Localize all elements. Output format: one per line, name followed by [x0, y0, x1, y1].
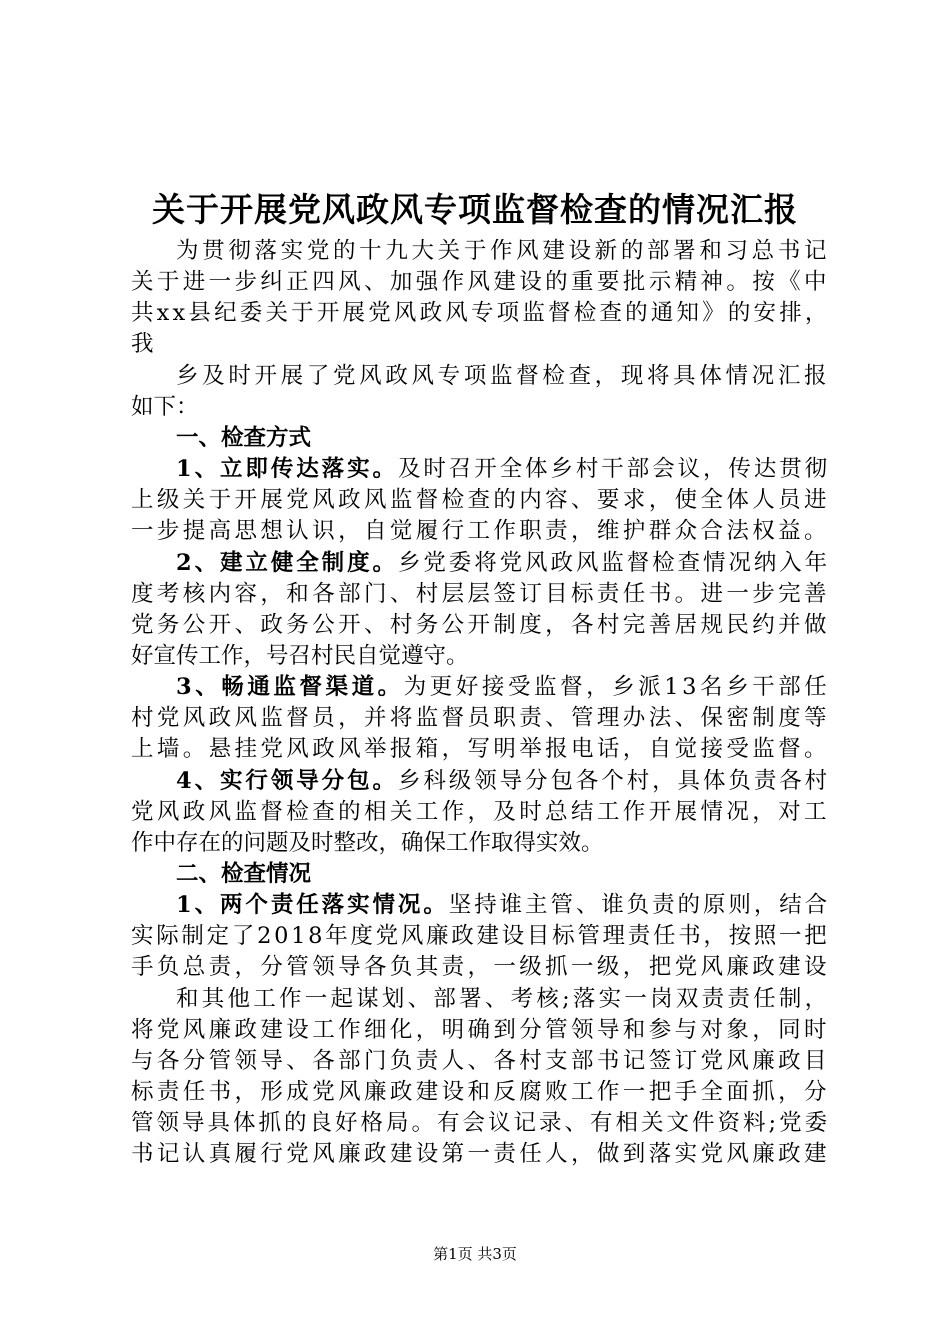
line-text: 将党风廉政建设工作细化，明确到分管领导和参与对象，同时	[131, 1016, 830, 1043]
bold-heading: 1、两个责任落实情况。	[176, 892, 449, 919]
body-line	[131, 611, 830, 639]
line-text: 我	[131, 331, 154, 358]
line-text: 实际制定了2018年度党风廉政建设目标管理责任书，按照一把	[131, 923, 830, 950]
line-text: 度考核内容，和各部门、村层层签订目标责任书。进一步完善	[131, 580, 830, 607]
line-text: 党风政风监督检查的相关工作，及时总结工作开展情况，对工	[131, 798, 830, 825]
line-text: 乡及时开展了党风政风专项监督检查，现将具体情况汇报	[176, 362, 831, 389]
line-text: 与各分管领导、各部门负责人、各村支部书记签订党风廉政目	[131, 1047, 830, 1074]
body-line	[131, 642, 469, 670]
body-line	[131, 829, 604, 857]
body-line	[131, 580, 830, 608]
body-line	[176, 424, 311, 452]
body-line	[131, 517, 830, 545]
line-text: 作中存在的问题及时整改，确保工作取得实效。	[131, 829, 604, 856]
line-text: 坚持谁主管、谁负责的原则，结合	[448, 892, 831, 919]
bold-heading: 二、检查情况	[176, 861, 312, 887]
body-line	[131, 1016, 830, 1044]
body-line	[131, 268, 830, 296]
line-text: 和其他工作一起谋划、部署、考核;落实一岗双责责任制，	[176, 985, 831, 1012]
body-line	[176, 673, 830, 701]
line-text: 共xx县纪委关于开展党风政风专项监督检查的通知》的安排，	[131, 300, 831, 327]
line-text: 好宣传工作，号召村民自觉遵守。	[131, 642, 469, 669]
page-footer: 第1页 共3页	[433, 1245, 517, 1263]
line-text: 党务公开、政务公开、村务公开制度，各村完善居规民约并做	[131, 611, 830, 638]
body-line	[176, 985, 830, 1013]
line-text: 标责任书，形成党风廉政建设和反腐败工作一把手全面抓，分	[131, 1079, 830, 1106]
body-line	[131, 1140, 830, 1168]
body-line	[176, 860, 311, 888]
line-text: 手负总责，分管领导各负其责，一级抓一级，把党风廉政建设	[131, 954, 830, 981]
body-line	[131, 1109, 830, 1137]
line-text: 上级关于开展党风政风监督检查的内容、要求，使全体人员进	[131, 487, 830, 514]
bold-heading: 3、畅通监督渠道。	[176, 674, 404, 701]
body-line	[131, 798, 830, 826]
document-title: 关于开展党风政风专项监督检查的情况汇报	[152, 190, 798, 229]
bold-heading: 一、检查方式	[176, 424, 312, 451]
body-line	[131, 486, 830, 514]
body-line	[131, 330, 154, 358]
body-line	[131, 953, 830, 981]
line-text: 管领导具体抓的良好格局。有会议记录、有相关文件资料;党委	[131, 1110, 831, 1137]
body-line	[176, 891, 830, 919]
line-text: 如下：	[131, 393, 199, 420]
bold-heading: 2、建立健全制度。	[176, 549, 398, 576]
body-line	[131, 393, 199, 421]
line-text: 为贯彻落实党的十九大关于作风建设新的部署和习总书记	[176, 238, 831, 264]
body-line	[131, 1078, 830, 1106]
body-line	[176, 362, 830, 390]
line-text: 乡科级领导分包各个村，具体负责各村	[397, 767, 831, 794]
body-line	[131, 922, 829, 950]
body-line	[131, 704, 830, 732]
line-text: 村党风政风监督员，并将监督员职责、管理办法、保密制度等	[131, 705, 830, 732]
body-line	[131, 735, 830, 763]
line-text: 上墙。悬挂党风政风举报箱，写明举报电话，自觉接受监督。	[131, 736, 830, 763]
line-text: 一步提高思想认识，自觉履行工作职责，维护群众合法权益。	[131, 518, 830, 545]
body-line	[176, 767, 830, 795]
body-line	[176, 455, 830, 483]
line-text: 关于进一步纠正四风、加强作风建设的重要批示精神。按《中	[131, 269, 830, 296]
body-line	[176, 237, 830, 265]
line-text: 乡党委将党风政风监督检查情况纳入年	[397, 549, 831, 576]
bold-heading: 4、实行领导分包。	[176, 767, 398, 794]
line-text: 为更好接受监督，乡派13名乡干部任	[403, 674, 831, 701]
bold-heading: 1、立即传达落实。	[176, 456, 398, 483]
line-text: 及时召开全体乡村干部会议，传达贯彻	[397, 456, 831, 483]
body-line	[131, 1047, 830, 1075]
line-text: 书记认真履行党风廉政建设第一责任人，做到落实党风廉政建	[131, 1141, 830, 1168]
body-line	[176, 549, 830, 577]
body-line	[131, 299, 831, 327]
